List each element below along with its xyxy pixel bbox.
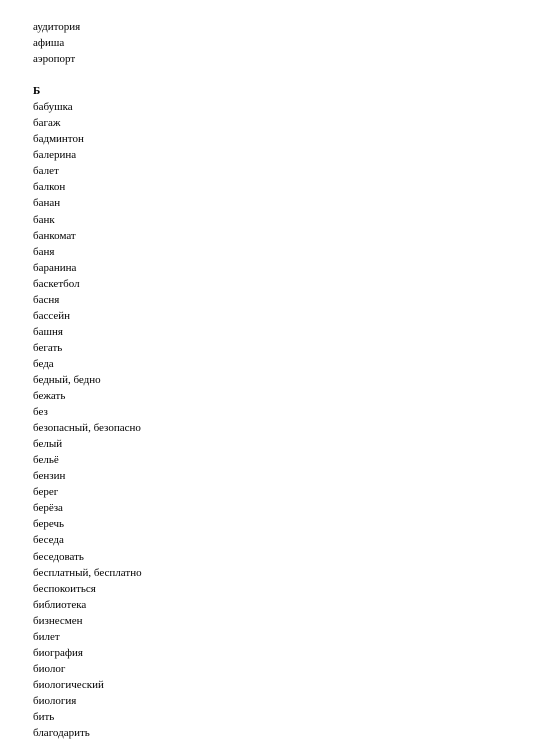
word-entry: безопасный, безопасно [33,422,141,435]
word-entry: балерина [33,149,77,162]
word-entry: аэропорт [33,53,76,66]
word-entry: афиша [33,37,65,50]
word-entry: билет [33,630,60,643]
word-list-page [33,19,513,741]
word-entry: бесплатный, бесплатно [33,566,142,579]
word-entry: биология [33,694,77,707]
word-entry: бадминтон [33,133,84,146]
word-entry: бельё [33,454,59,467]
word-entry: благодарить [33,727,90,740]
word-entry: беседовать [33,550,84,563]
word-entry: бабушка [33,101,73,114]
word-entry: библиотека [33,598,87,611]
word-entry: бизнесмен [33,614,83,627]
word-entry: багаж [33,117,61,130]
word-entry: баранина [33,261,77,274]
word-entry: биологический [33,678,104,691]
word-entry: без [33,406,48,419]
word-entry: беда [33,357,54,370]
word-entry: беречь [33,518,64,531]
word-entry: беседа [33,534,64,547]
word-entry: бензин [33,470,66,483]
word-entry: аудитория [33,21,81,33]
word-entry: балет [33,165,59,178]
word-entry: бегать [33,341,63,354]
word-entry: баня [33,245,55,258]
word-entry: берег [33,486,59,499]
word-entry: банкомат [33,229,76,242]
word-entry: берёза [33,502,63,515]
word-entry: банан [33,197,61,210]
word-entry: биолог [33,662,66,675]
letter-heading: Б [33,85,41,98]
word-entry: бассейн [33,309,71,322]
word-entry: банк [33,213,55,226]
word-entry: беспокоиться [33,582,96,595]
word-entry: бежать [33,390,66,403]
word-entry: бить [33,710,55,723]
word-entry: башня [33,325,63,338]
word-entry: бедный, бедно [33,373,101,386]
word-entry: белый [33,438,63,451]
word-entry: баскетбол [33,277,80,290]
word-entry: балкон [33,181,66,194]
group-spacer [33,67,513,83]
word-entry: басня [33,293,60,306]
word-entry: биография [33,646,83,659]
